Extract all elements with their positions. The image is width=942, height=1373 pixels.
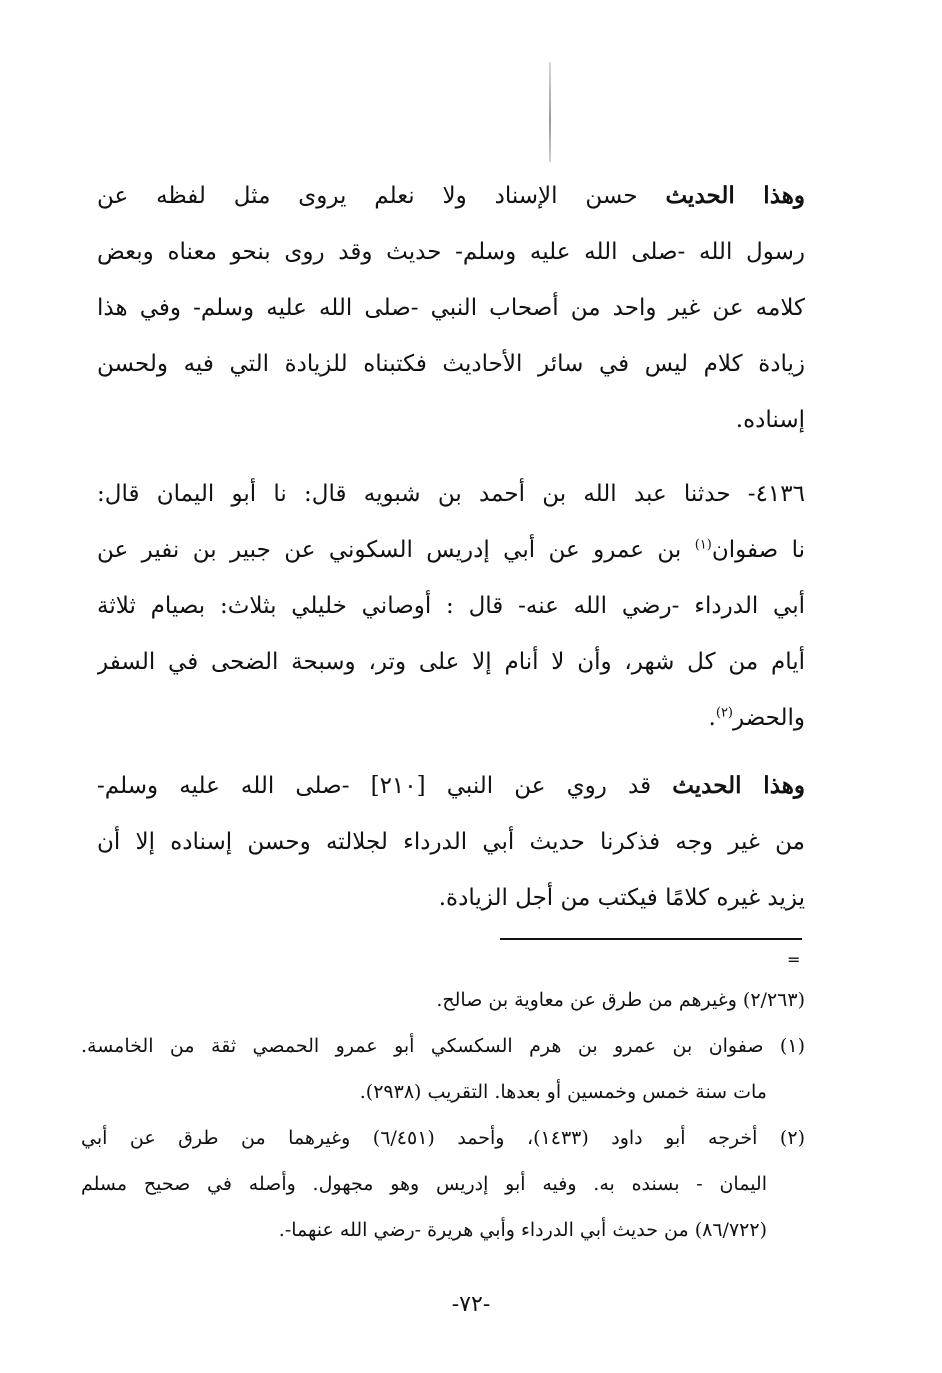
text-line (97, 690, 805, 746)
text-line: أيام من كل شهر، وأن لا أنام إلا على وتر، وسبحة الضحى في السفر (97, 649, 805, 675)
text-line: إسناده. (735, 407, 805, 433)
text-line: كلامه عن غير واحد من أصحاب النبي -صلى الله عليه وسلم- وفي هذا (97, 295, 805, 321)
text-line: رسول الله -صلى الله عليه وسلم- حديث وقد روى بنحو معناه وبعض (97, 239, 805, 265)
footnote-1-cont: مات سنة خمس وخمسين أو بعدها. التقريب (٢٩٣٨). (359, 1081, 767, 1103)
line-text: والحضر (733, 705, 805, 731)
page-number: -٧٢- (451, 1292, 491, 1317)
footnote-ref-2[interactable]: (٢) (715, 705, 733, 721)
footnote-continuation: (٢/٢٦٣) وغيرهم من طرق عن معاوية بن صالح. (436, 989, 805, 1011)
scan-artifact-line (549, 62, 551, 162)
text-line: من غير وجه فذكرنا حديث أبي الدرداء لجلالته وحسن إسناده إلا أن (97, 829, 805, 855)
text-line: يزيد غيره كلامًا فيكتب من أجل الزيادة. (438, 885, 805, 911)
text-line (97, 168, 805, 224)
line-text: نا صفوان (711, 537, 805, 563)
text-line: أبي الدرداء -رضي الله عنه- قال : أوصاني خليلي بثلاث: بصيام ثلاثة (97, 593, 805, 619)
line-text: قد روي عن النبي [٢١٠] -صلى الله عليه وسلم- (97, 773, 673, 799)
line-text: بن عمرو عن أبي إدريس السكوني عن جبير بن نفير عن (97, 537, 695, 563)
bold-lead-phrase: وهذا الحديث (672, 772, 805, 799)
paragraph-3 (97, 758, 805, 926)
paragraph-1 (97, 168, 805, 448)
footnotes (81, 977, 805, 1253)
text-line: ٤١٣٦- حدثنا عبد الله بن أحمد بن شبويه قال: نا أبو اليمان قال: (97, 481, 805, 507)
footnote-continuation-mark: = (787, 950, 801, 969)
line-text: حسن الإسناد ولا نعلم يروى مثل لفظه عن (97, 183, 666, 209)
footnote-2-cont: (٨٦/٧٢٢) من حديث أبي الدرداء وأبي هريرة -رضي الله عنهما-. (278, 1219, 767, 1241)
text-line (97, 522, 805, 578)
main-text (97, 168, 805, 926)
paragraph-2-hadith (97, 466, 805, 746)
footnote-1: (١) صفوان بن عمرو بن هرم السكسكي أبو عمرو الحمصي ثقة من الخامسة. (81, 1035, 805, 1057)
line-text: . (708, 705, 716, 731)
footnote-2-cont: اليمان - بسنده به. وفيه أبو إدريس وهو مجهول. وأصله في صحيح مسلم (81, 1173, 767, 1195)
footnote-separator (500, 938, 802, 940)
footnote-2: (٢) أخرجه أبو داود (١٤٣٣)، وأحمد (٦/٤٥١) وغيرهما من طرق عن أبي (81, 1127, 805, 1149)
text-line: زيادة كلام ليس في سائر الأحاديث فكتبناه للزيادة التي فيه ولحسن (97, 351, 805, 377)
footnote-ref-1[interactable]: (١) (694, 537, 712, 553)
bold-lead-phrase: وهذا الحديث (665, 182, 805, 209)
text-line (97, 758, 805, 814)
